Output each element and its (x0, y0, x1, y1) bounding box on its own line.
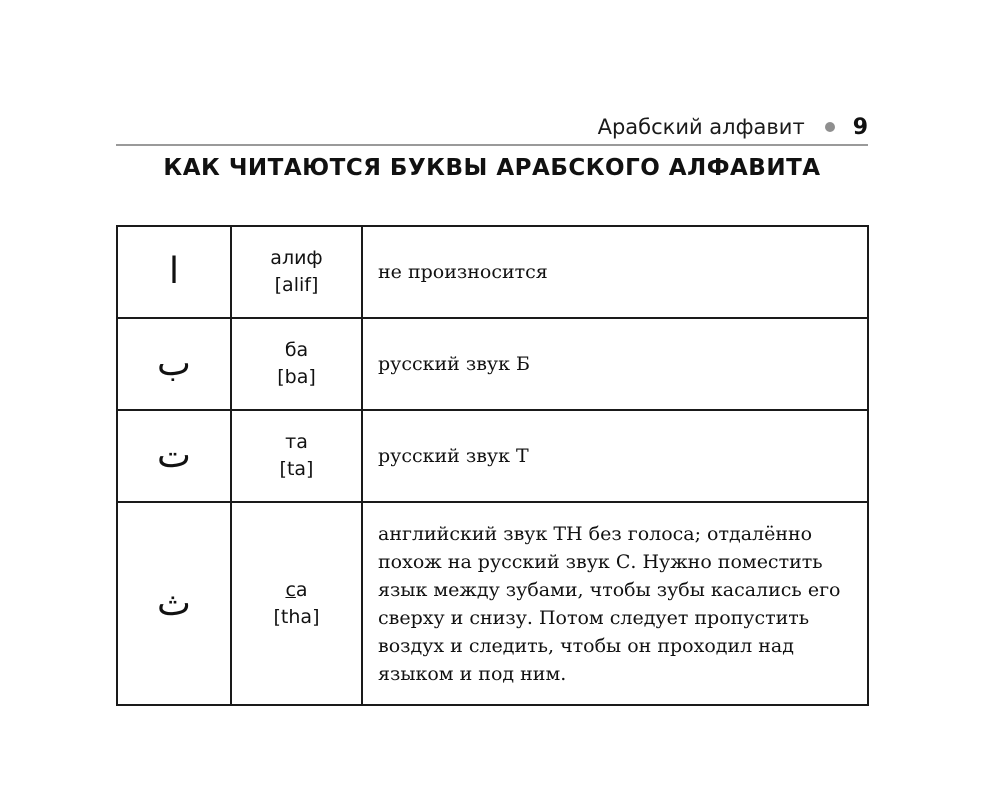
letter-transliteration: [ta] (279, 458, 314, 480)
table-row-ba (117, 318, 868, 410)
letter-description: английский звук TH без голоса; отдалённо похож на русский звук С. Нужно поместить язык между зубами, чтобы зубы касались его сверху и снизу. Потом следует пропустить воздух и следить, чтобы он проходил над языком и под ним. (362, 502, 868, 705)
table-row-ta (117, 410, 868, 502)
table-row-tha (117, 502, 868, 705)
letter-transliteration: [ba] (277, 366, 316, 388)
arabic-letter: ا (117, 226, 231, 318)
arabic-letter: ب (117, 318, 231, 410)
letter-description: русский звук Т (362, 410, 868, 502)
letter-name-cell (231, 410, 362, 502)
letter-name: алиф (270, 247, 323, 269)
letter-name-cell (231, 502, 362, 705)
letter-transliteration: [alif] (274, 274, 319, 296)
table-row-alif (117, 226, 868, 318)
letter-name (232, 577, 361, 604)
letter-name-cell (231, 318, 362, 410)
running-header (116, 112, 868, 146)
page-number: 9 (852, 114, 868, 140)
letter-description: не произносится (362, 226, 868, 318)
arabic-letter: ث (117, 502, 231, 705)
letter-name-suffix: а (295, 578, 308, 601)
section-name: Арабский алфавит (597, 115, 805, 139)
letter-name: ба (284, 339, 309, 361)
bullet-separator (825, 122, 835, 132)
page-title: КАК ЧИТАЮТСЯ БУКВЫ АРАБСКОГО АЛФАВИТА (163, 155, 821, 181)
letter-name: та (285, 431, 308, 453)
letter-transliteration: [tha] (273, 605, 320, 628)
letter-name-underlined: с (285, 578, 296, 601)
letter-description: русский звук Б (362, 318, 868, 410)
arabic-letter: ت (117, 410, 231, 502)
letter-name-cell (231, 226, 362, 318)
letters-table (116, 225, 869, 706)
